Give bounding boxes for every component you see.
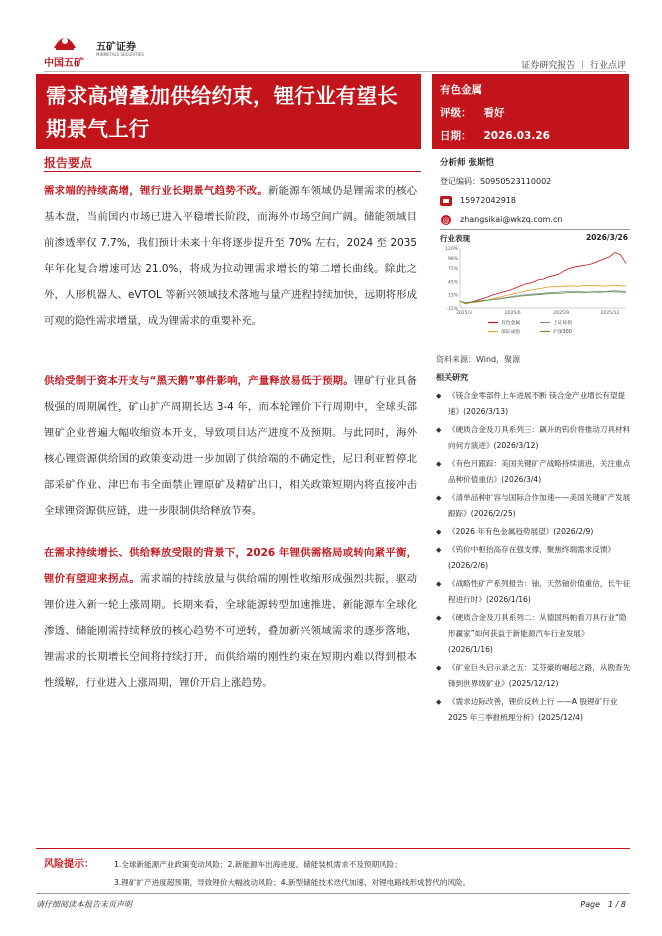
series-line [460, 285, 626, 304]
bullet-icon: ◆ [436, 494, 442, 502]
industry-performance-chart [440, 229, 630, 349]
risk-label: 风险提示： [44, 859, 94, 870]
y-tick-label: 15% [447, 293, 458, 299]
related-research-item[interactable]: ◆ 《钨价中枢抬高存在强支撑，聚焦终端需求反馈》(2026/2/6) [436, 542, 632, 574]
y-tick-label: 45% [447, 280, 458, 286]
related-research-list [436, 388, 632, 728]
brand-name-en: MINMETALS SECURITIES [96, 52, 144, 57]
report-date: 2026.03.26 [483, 130, 550, 142]
related-research-title: 相关研究 [436, 373, 468, 382]
risk-line: 3.锂矿扩产进度超预期，导致锂价大幅波动风险；4.新型储能技术迭代加速、对锂电路线形成替代的风险。 [114, 878, 471, 887]
risk-line: 1.全球新能源产业政策变动风险；2.新能源车出海进度、储能装机需求不及预期风险； [114, 860, 402, 869]
section-divider [44, 171, 421, 172]
y-tick-label: 75% [447, 267, 458, 272]
email-icon [440, 215, 452, 225]
svg-text:@: @ [442, 216, 450, 225]
paragraph-supply: 供给受制于资本开支与“黑天鹅”事件影响，产量释放易低于预期。锂矿行业具备极强的周期属性，矿山扩产周期长达 3-4 年，而本轮锂价下行周期中，全球头部锂矿企业普遍大幅收缩资本开支，导致项目达产进度不及预期。与此同时，海外核心锂资源供给国的政策变动进一步加剧了供给端的不确定性，尼日利亚暂停北部采矿作业、津巴布韦全面禁止锂原矿及精矿出口，相关政策短期内将直接冲击全球锂资源供应链，进一步限制供给释放节奏。 [44, 375, 418, 517]
bullet-icon: ◆ [436, 392, 442, 400]
related-research-item[interactable]: ◆ 《清单品种扩容与国际合作加速——美国关键矿产发展跟踪》(2026/2/25) [436, 490, 632, 522]
header-divider [44, 71, 626, 72]
legend-label: 有色金属 [501, 321, 521, 326]
legend-label: 深证成指 [501, 330, 521, 335]
paragraph-outlook: 在需求持续增长、供给释放受限的背景下，2026 年锂供需格局或转向紧平衡，锂价有望迎来拐点。需求端的持续放量与供给端的刚性收缩形成强烈共振，驱动锂价进入新一轮上涨周期。长期来看，全球能源转型加速推进、新能源车全球化渗透、储能刚需持续释放的核心趋势不可逆转，叠加新兴领域需求的逐步落地，锂需求的长期增长空间将持续打开，而供给端的刚性约束在短期内难以得到根本性缓解，行业进入上涨周期，锂价开启上涨趋势。 [44, 547, 417, 689]
report-type: 证券研究报告 ｜ 行业点评 [521, 61, 626, 71]
legend-label: 沪深300 [553, 330, 572, 335]
sector-name: 有色金属 [440, 84, 482, 96]
bullet-icon: ◆ [436, 426, 442, 434]
date-row: 日期： 2026.03.26 [440, 125, 621, 148]
main-body [44, 178, 417, 712]
rating-panel [432, 74, 629, 149]
related-research-item[interactable]: ◆ 《硬质合金及刀具系列二：从德国玛帕看刀具行业“隐形赢家”如何获益于新能源汽车行业发展》(2026/1/16) [436, 610, 632, 658]
report-title-banner [36, 74, 421, 149]
analyst-email-row [440, 210, 632, 229]
page-number: Page 1 / 8 [580, 900, 626, 909]
y-tick-label: 120% [445, 247, 458, 252]
x-tick-label: 2025/3 [456, 311, 472, 316]
x-tick-label: 2025/12 [600, 311, 620, 316]
analyst-phone-row: 15972042918 [440, 191, 632, 210]
rating-value: 看好 [483, 107, 505, 119]
chart-date: 2026/3/26 [585, 233, 628, 242]
related-research-item[interactable]: ◆ 《硬质合金及刀具系列三：飙升的钨价将推动刀具材料向何方演进》(2026/3/12) [436, 422, 632, 454]
y-tick-label: -15% [446, 307, 458, 312]
related-research-item[interactable]: ◆ 《有色月跟踪：美国关键矿产战略持续演进，关注重点品种价值重估》(2026/3/4) [436, 456, 632, 488]
risk-divider [36, 848, 630, 849]
company-logo [44, 30, 174, 68]
risk-text [114, 856, 624, 892]
report-title: 需求高增叠加供给约束，锂行业有望长 期景气上行 [46, 84, 398, 141]
chart-title: 行业表现 [440, 234, 470, 243]
analyst-email[interactable]: zhangsikai@wkzq.com.cn [460, 215, 563, 224]
phone-icon [440, 196, 452, 206]
rating-row: 评级： 看好 [440, 102, 621, 125]
bullet-icon: ◆ [436, 546, 442, 554]
disclaimer-note: 请仔细阅读本报告末页声明 [36, 900, 132, 909]
footer-divider [36, 893, 630, 894]
chart-plot [440, 244, 630, 350]
related-research-item[interactable]: ◆ 《矿业巨头启示录之五：艾芬豪的崛起之路，从勘查先锋到世界级矿业》(2025/12/12) [436, 660, 632, 692]
analyst-name: 分析师 张斯恺 [440, 158, 494, 168]
data-source: 资料来源：Wind，聚源 [436, 355, 521, 364]
related-research-item[interactable]: ◆ 《战略性矿产系列报告：铀，天然铀价值重估，长牛征程进行时》(2026/1/16) [436, 576, 632, 608]
y-tick-label: 98% [447, 256, 458, 262]
related-research-item[interactable]: ◆ 《需求边际改善，锂价反转上行 ——A 股锂矿行业 2025 年三季报梳理分析》(2025/12/4) [436, 694, 632, 726]
bullet-icon: ◆ [436, 664, 442, 672]
legend-label: 上证综指 [553, 321, 573, 326]
related-research-item[interactable]: ◆ 《2026 年有色金属趋势展望》(2026/2/9) [436, 524, 632, 540]
analyst-registration: 登记编码：S0950523110002 [440, 177, 552, 186]
bullet-icon: ◆ [436, 460, 442, 468]
bullet-icon: ◆ [436, 614, 442, 622]
org-name: 中国五矿 [44, 58, 84, 69]
x-tick-label: 2025/6 [504, 311, 521, 316]
minmetals-emblem-icon [52, 30, 78, 52]
bullet-icon: ◆ [436, 580, 442, 588]
series-line [460, 252, 626, 303]
brand-name: 五矿证券 [96, 42, 136, 53]
section-title: 报告要点 [44, 156, 93, 170]
related-research-item[interactable]: ◆ 《镁合金零部件上车进展不断 镁合金产业增长有望提速》(2026/3/13) [436, 388, 632, 420]
bullet-icon: ◆ [436, 528, 442, 536]
paragraph-demand: 需求端的持续高增，锂行业长期景气趋势不改。新能源车领域仍是锂需求的核心基本盘，当前国内市场已进入平稳增长阶段，而海外市场空间广阔。储能领域目前渗透率仅 7.7%，我们预计未来十年将逐步提升至 70% 左右，2024 至 2035 年年化复合增速可达 21.0%，将成为拉动锂需求增长的第二增长曲线。除此之外，人形机器人、eVTOL 等新兴领域技术落地与量产进程持续加快，远期将形成可观的隐性需求增量，成为锂需求的重要补充。 [44, 185, 418, 327]
analyst-info [440, 156, 632, 229]
bullet-icon: ◆ [436, 698, 442, 706]
x-tick-label: 2025/9 [553, 311, 570, 316]
